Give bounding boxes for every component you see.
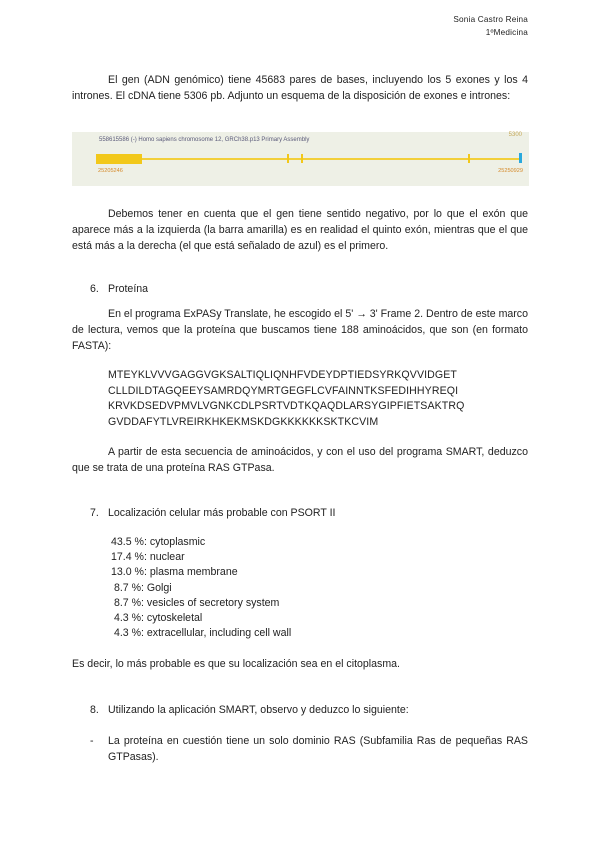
section-7-heading [90,505,336,521]
diagram-label: 558615586 (-) Homo sapiens chromosome 12, GRCh38.p13 Primary Assembly [99,137,310,143]
sequence-line: MTEYKLVVVGAGGVGKSALTIQLIQNHFVDEYDPTIEDSYRKQVVIDGET [108,369,457,381]
exon-3 [301,154,303,163]
coord-left: 25205246 [98,168,123,174]
psort-row: 13.0 %: plasma membrane [111,566,238,579]
psort-row: 4.3 %: cytoskeletal [111,612,203,625]
section-8-heading [90,702,409,718]
exon-5 [96,154,142,164]
section-7-number: 7. [90,507,99,519]
strand-note: Debemos tener en cuenta que el gen tiene sentido negativo, por lo que el exón que aparece más a la izquierda (la barra amarilla) es en realidad el quinto exón, mientras que el que está más a la derecha (el que está señalado de azul) es el primero. [72,208,528,252]
gene-track [96,158,521,160]
sequence-line: CLLDILDTAGQEEYSAMRDQYMRTGEGFLCVFAINNTKSFEDIHHYREQI [108,384,459,397]
protein-sequence [108,368,464,430]
psort-row: 8.7 %: vesicles of secretory system [111,596,280,609]
psort-row: 43.5 %: cytoplasmic [111,536,206,548]
psort-row: 4.3 %: extracellular, including cell wall [111,627,292,640]
section-6-conclusion: A partir de esta secuencia de aminoácidos, y con el uso del programa SMART, deduzco que se trata de una proteína RAS GTPasa. [72,446,528,474]
section-7-conclusion: Es decir, lo más probable es que su localización sea en el citoplasma. [72,658,400,670]
exon-1 [519,153,522,163]
page-header [453,13,528,39]
course-label: 1ºMedicina [485,28,528,37]
psort-results [111,535,291,641]
bullet-dash: - [90,735,94,747]
section-6-paragraph: En el programa ExPASy Translate, he escogido el 5' → 3' Frame 2. Dentro de este marco de lectura, vemos que la proteína que buscamos tiene 188 aminoácidos, que son (en formato FASTA): [72,308,528,352]
diagram-corner-label: 5300 [508,132,522,138]
gene-diagram [72,132,529,186]
section-6-title: Proteína [108,283,149,295]
section-6-heading [90,281,148,297]
section-6-number: 6. [90,283,99,295]
intro-paragraph: El gen (ADN genómico) tiene 45683 pares de bases, incluyendo los 5 exones y los 4 intrones. El cDNA tiene 5306 pb. Adjunto un esquema de la disposición de exones e intrones: [72,74,528,102]
exon-4 [287,154,289,163]
section-7-title: Localización celular más probable con PSORT II [108,507,336,519]
psort-row: 17.4 %: nuclear [111,551,185,564]
author-name: Sonia Castro Reina [453,15,528,24]
sequence-line: GVDDAFYTLVREIRKHKEKMSKDGKKKKKKSKTKCVIM [108,415,379,428]
psort-row: 8.7 %: Golgi [111,581,172,594]
bullet-text: La proteína en cuestión tiene un solo dominio RAS (Subfamilia Ras de pequeñas RAS GTPasas). [108,735,528,763]
exon-2 [468,154,470,163]
sequence-line: KRVKDSEDVPMVLVGNKCDLPSRTVDTKQAQDLARSYGIPFIETSAKTRQ [108,400,465,412]
section-8-number: 8. [90,704,99,716]
coord-right: 25250929 [498,168,523,174]
section-8-title: Utilizando la aplicación SMART, observo y deduzco lo siguiente: [108,704,409,716]
